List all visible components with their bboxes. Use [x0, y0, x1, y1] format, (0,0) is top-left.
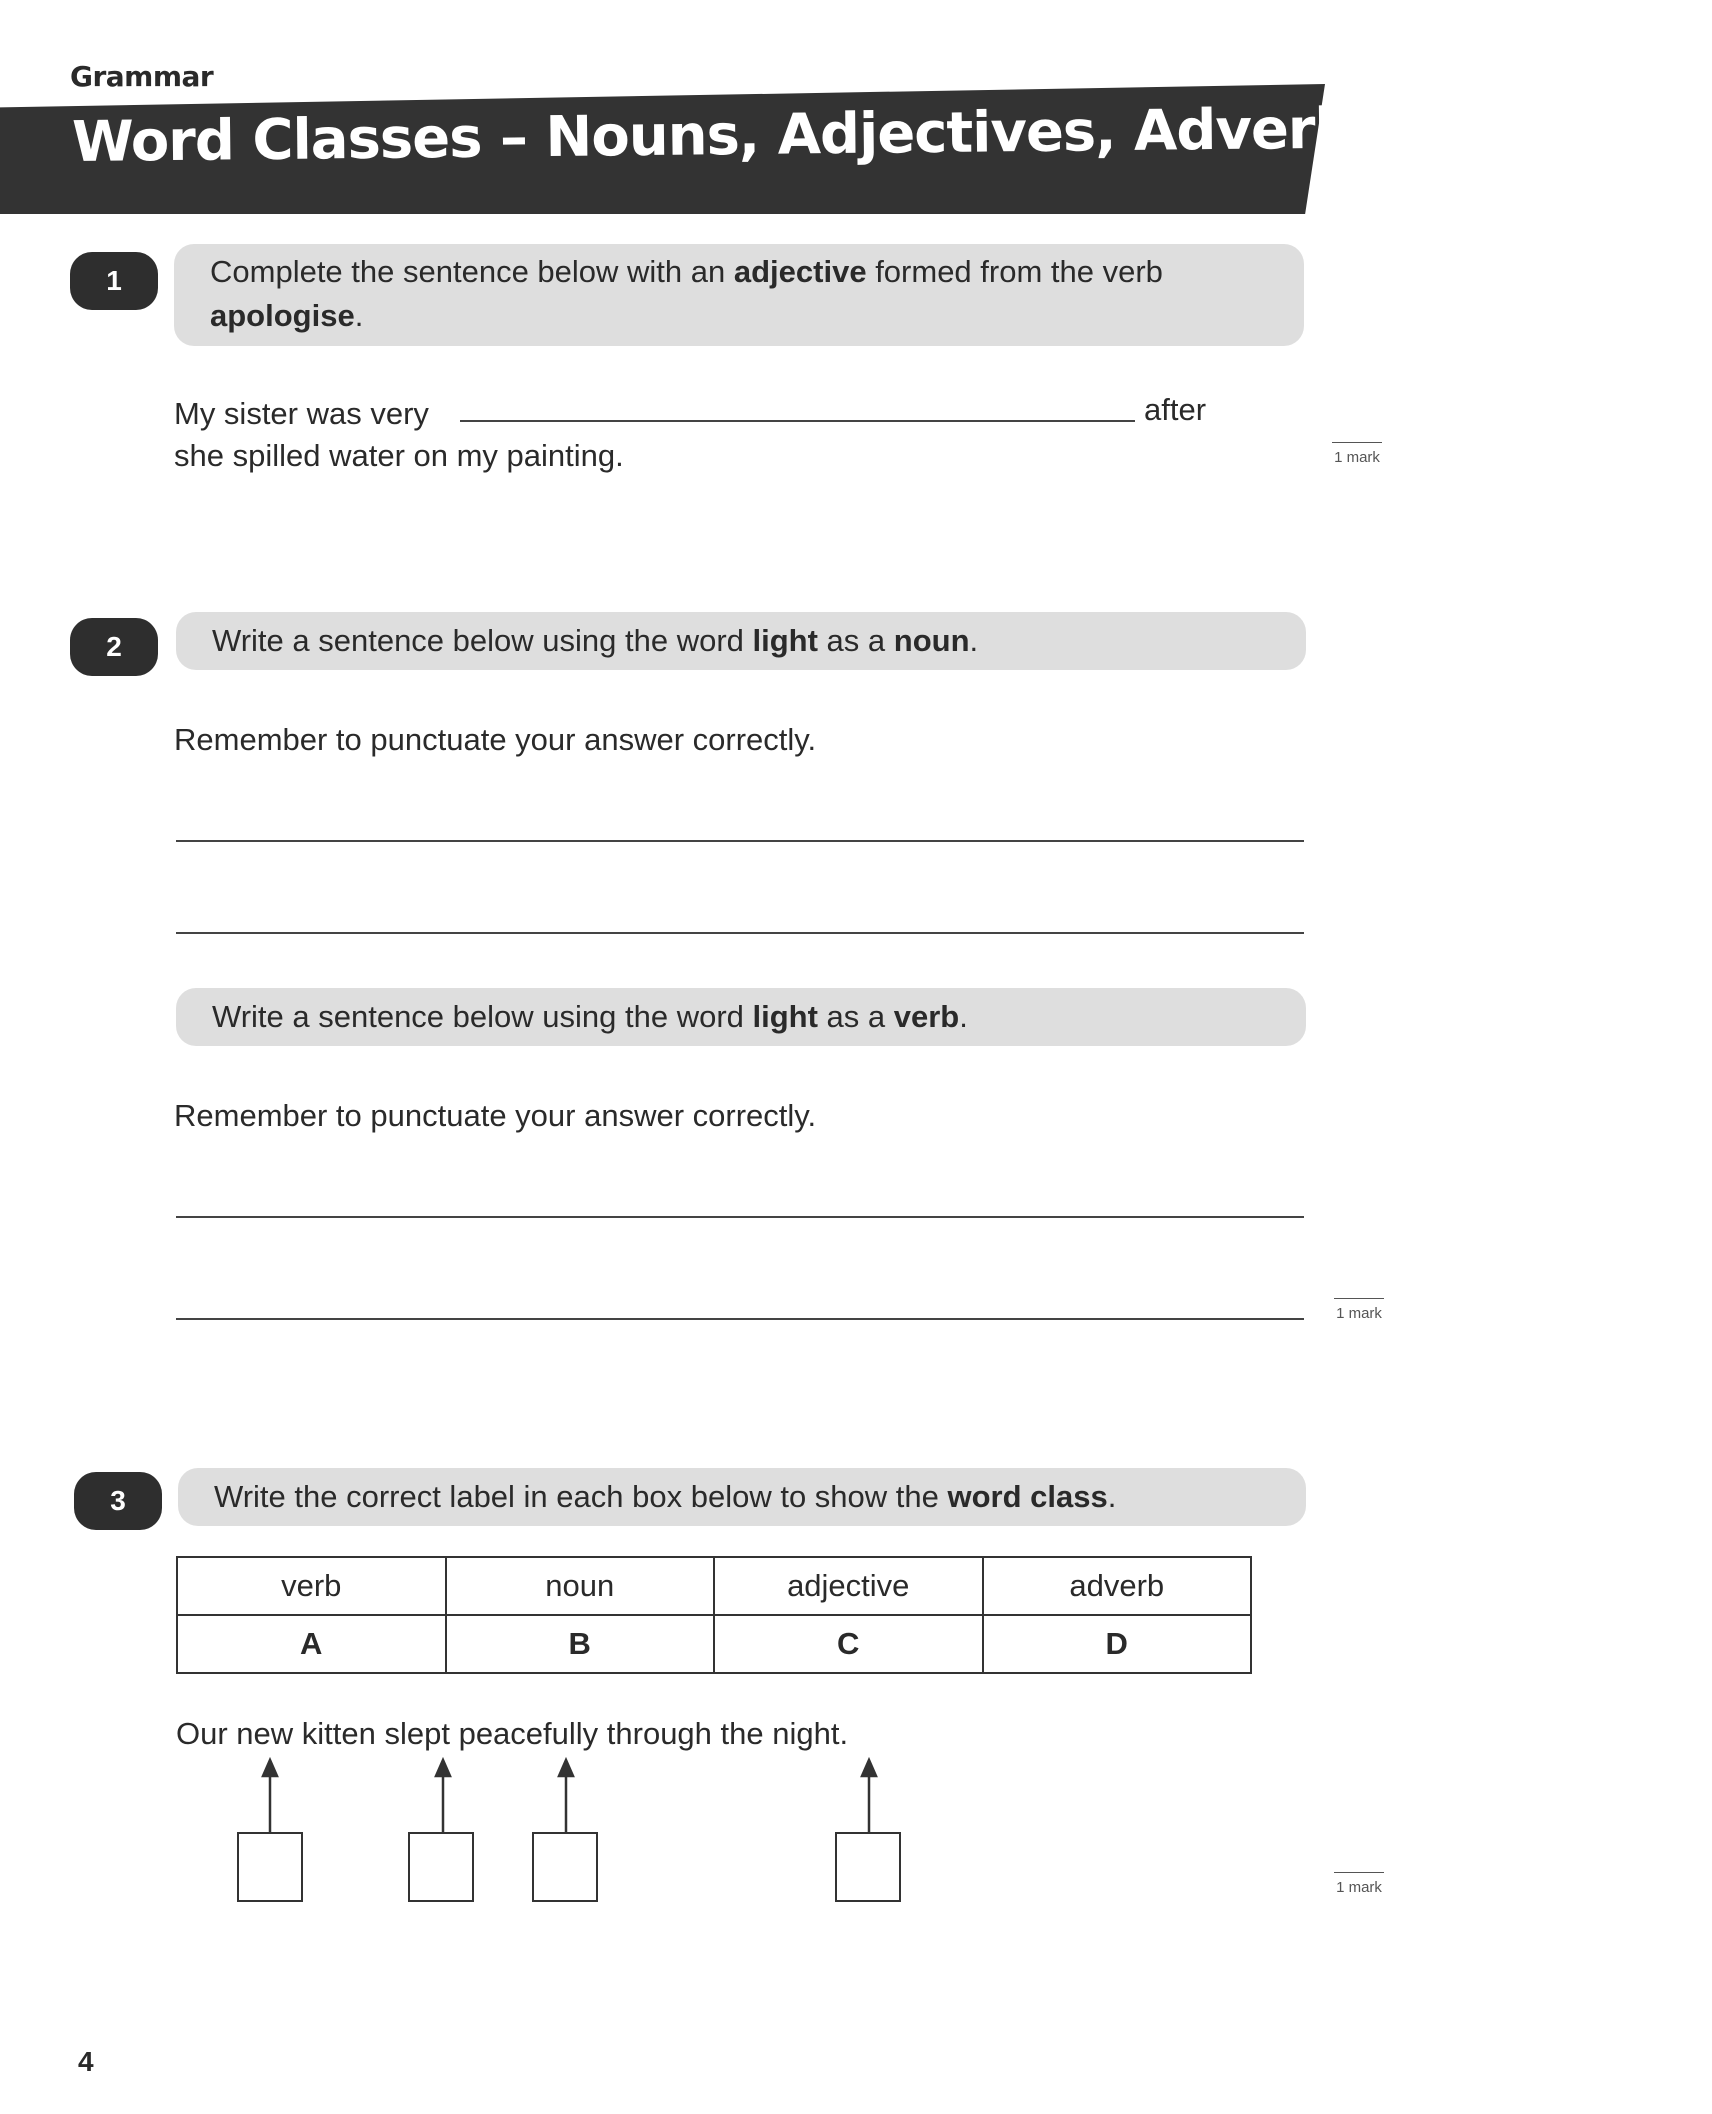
q2a-keyword-noun: noun — [893, 623, 970, 658]
table-cell-letter-b: B — [446, 1615, 715, 1673]
q1-keyword-apologise: apologise — [210, 298, 355, 333]
question-number-3: 3 — [74, 1472, 162, 1530]
table-cell-letter-d: D — [983, 1615, 1252, 1673]
q2b-keyword-verb: verb — [893, 999, 960, 1034]
q1-sentence-line2: she spilled water on my painting. — [174, 438, 624, 473]
arrow-head-slept — [436, 1760, 450, 1776]
table-cell-adverb: adverb — [983, 1557, 1252, 1615]
page-number: 4 — [78, 2046, 94, 2077]
q3-prompt-text: Write the correct label in each box below to show the — [214, 1479, 948, 1514]
q2a-prompt-text-end: . — [969, 623, 979, 658]
q2a-keyword-light: light — [752, 623, 818, 658]
table-cell-noun: noun — [446, 1557, 715, 1615]
q1-sentence-after: after — [1144, 392, 1207, 427]
table-cell-verb: verb — [177, 1557, 446, 1615]
q2a-reminder: Remember to punctuate your answer correctly. — [174, 722, 817, 757]
answer-box-night[interactable] — [835, 1832, 901, 1902]
question-number-1: 1 — [70, 252, 158, 310]
q2b-prompt-text: Write a sentence below using the word — [212, 999, 753, 1034]
arrow-head-kitten — [263, 1760, 277, 1776]
q2a-prompt-text-mid: as a — [817, 623, 894, 658]
table-cell-letter-a: A — [177, 1615, 446, 1673]
q2b-reminder: Remember to punctuate your answer correctly. — [174, 1098, 817, 1133]
answer-box-kitten[interactable] — [237, 1832, 303, 1902]
q3-prompt-text-end: . — [1107, 1479, 1117, 1514]
table-cell-letter-c: C — [714, 1615, 983, 1673]
q1-mark-label: 1 mark — [1334, 449, 1380, 466]
answer-box-slept[interactable] — [408, 1832, 474, 1902]
table-cell-adjective: adjective — [714, 1557, 983, 1615]
arrow-head-night — [862, 1760, 876, 1776]
arrow-head-peacefully — [559, 1760, 573, 1776]
q3-sentence: Our new kitten slept peacefully through the night. — [176, 1716, 849, 1751]
q2b-prompt-text-mid: as a — [817, 999, 894, 1034]
q1-prompt-text-end: . — [354, 298, 364, 333]
q2a-prompt-text: Write a sentence below using the word — [212, 623, 753, 658]
section-label: Grammar — [70, 60, 214, 93]
question-number-2: 2 — [70, 618, 158, 676]
page-title: Word Classes – Nouns, Adjectives, Adverbs and Verbs — [71, 92, 1712, 175]
q1-prompt-text-mid: formed from the verb — [866, 254, 1163, 289]
q1-sentence-start: My sister was very — [174, 396, 429, 431]
q3-keyword-word-class: word class — [947, 1479, 1108, 1514]
q2-mark-label: 1 mark — [1336, 1305, 1382, 1322]
q2b-keyword-light: light — [752, 999, 818, 1034]
answer-box-peacefully[interactable] — [532, 1832, 598, 1902]
q1-prompt-text: Complete the sentence below with an — [210, 254, 734, 289]
q3-mark-label: 1 mark — [1336, 1879, 1382, 1896]
q1-keyword-adjective: adjective — [733, 254, 867, 289]
q2b-prompt-text-end: . — [959, 999, 968, 1034]
q3-mark — [1334, 1872, 1384, 1896]
